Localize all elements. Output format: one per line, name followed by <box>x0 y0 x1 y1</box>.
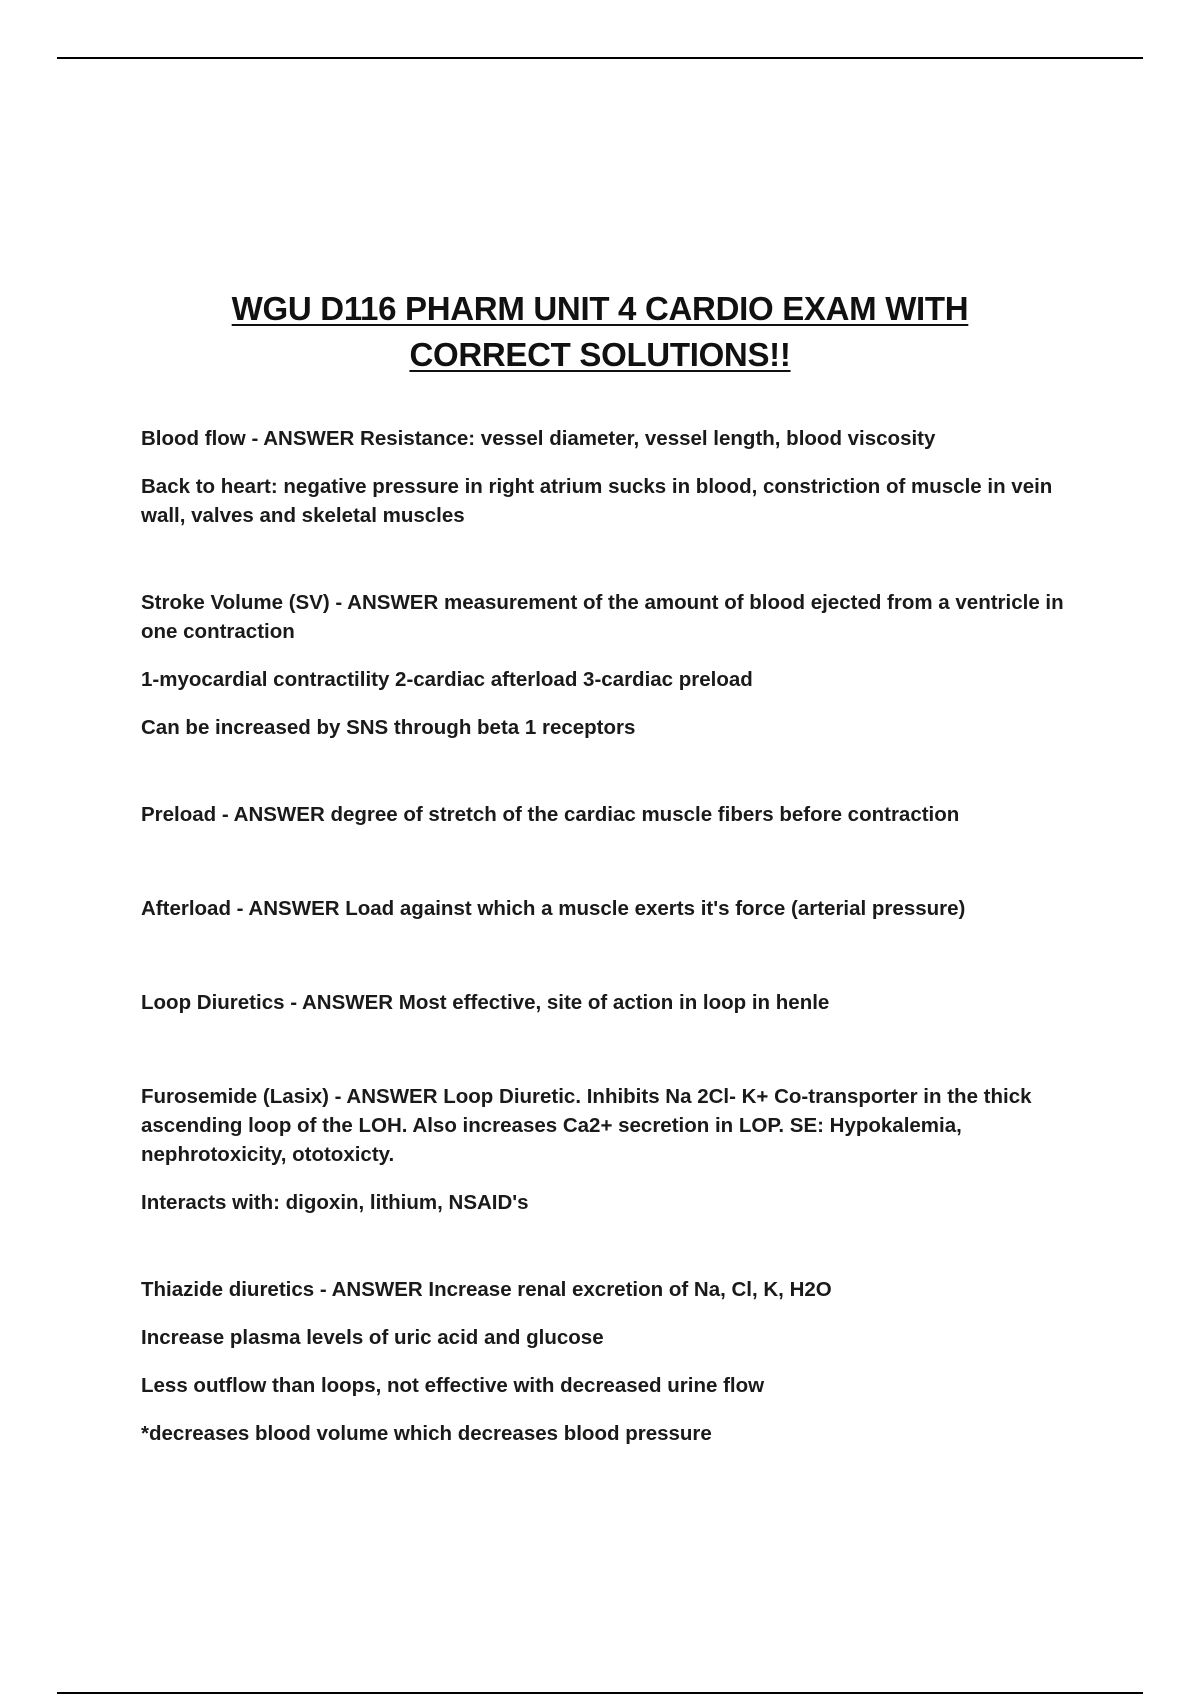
entry-paragraph: Loop Diuretics - ANSWER Most effective, site of action in loop in henle <box>141 991 830 1014</box>
entry-paragraph: Back to heart: negative pressure in right atrium sucks in blood, constriction of muscle in vein wall, valves and skeletal muscles <box>141 475 1053 527</box>
entry-paragraph: Can be increased by SNS through beta 1 receptors <box>141 716 636 739</box>
entry-loop-diuretics <box>141 988 1071 1017</box>
entry-paragraph: Less outflow than loops, not effective with decreased urine flow <box>141 1374 765 1397</box>
entry-stroke-volume <box>141 588 1071 742</box>
entry-paragraph: Interacts with: digoxin, lithium, NSAID's <box>141 1191 529 1214</box>
document-title <box>100 286 1100 378</box>
footer-rule <box>57 1692 1143 1694</box>
entry-preload <box>141 800 1071 829</box>
entry-paragraph: 1-myocardial contractility 2-cardiac afterload 3-cardiac preload <box>141 668 753 691</box>
document-body <box>141 424 1071 1467</box>
title-line-2: CORRECT SOLUTIONS!! <box>409 336 791 374</box>
entry-furosemide <box>141 1082 1071 1217</box>
entry-paragraph: Stroke Volume (SV) - ANSWER measurement of the amount of blood ejected from a ventricle in one contraction <box>141 591 1064 643</box>
entry-paragraph: Preload - ANSWER degree of stretch of the cardiac muscle fibers before contraction <box>141 803 960 826</box>
entry-paragraph: *decreases blood volume which decreases blood pressure <box>141 1422 712 1445</box>
entry-blood-flow <box>141 424 1071 530</box>
entry-paragraph: Increase plasma levels of uric acid and glucose <box>141 1326 604 1349</box>
entry-afterload <box>141 894 1071 923</box>
entry-thiazide-diuretics <box>141 1275 1071 1448</box>
entry-paragraph: Afterload - ANSWER Load against which a muscle exerts it's force (arterial pressure) <box>141 897 966 920</box>
entry-paragraph: Blood flow - ANSWER Resistance: vessel diameter, vessel length, blood viscosity <box>141 427 936 450</box>
entry-paragraph: Thiazide diuretics - ANSWER Increase renal excretion of Na, Cl, K, H2O <box>141 1278 832 1301</box>
title-line-1: WGU D116 PHARM UNIT 4 CARDIO EXAM WITH <box>231 290 969 328</box>
entry-paragraph: Furosemide (Lasix) - ANSWER Loop Diuretic. Inhibits Na 2Cl- K+ Co-transporter in the thick ascending loop of the LOH. Also increases Ca2+ secretion in LOP. SE: Hypokalemia, nephrotoxicity, ototoxicty. <box>141 1085 1032 1166</box>
header-rule <box>57 57 1143 59</box>
